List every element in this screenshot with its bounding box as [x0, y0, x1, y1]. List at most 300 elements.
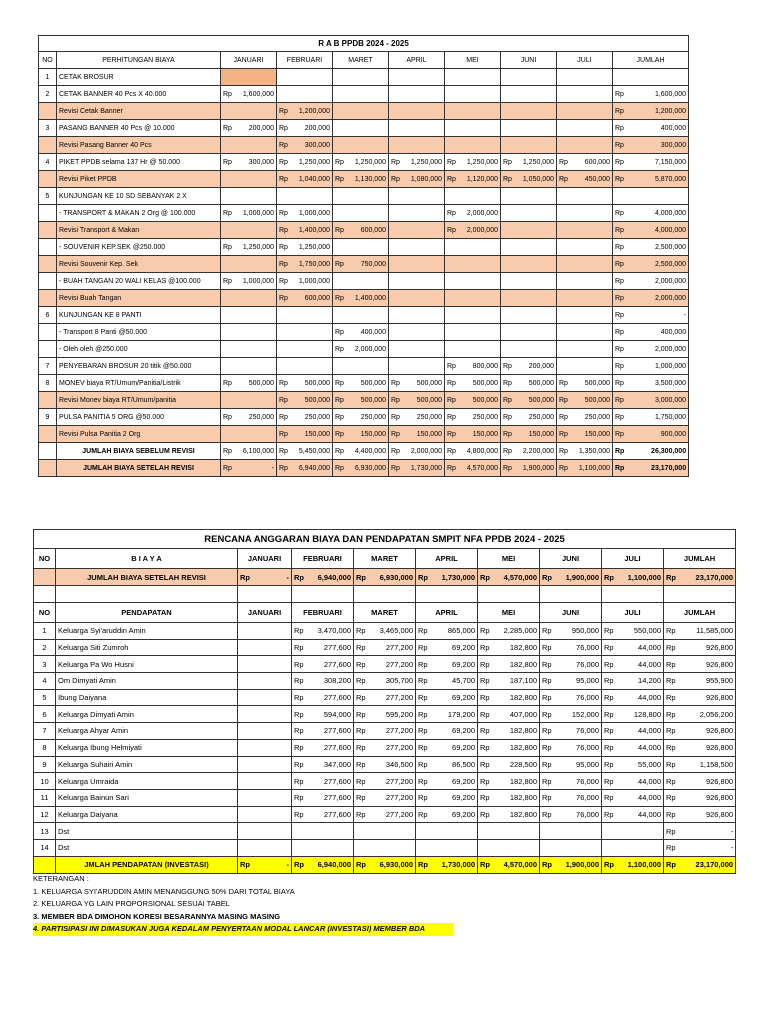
rapb-income-header-row	[34, 603, 736, 623]
rapb-title: RENCANA ANGGARAN BIAYA DAN PENDAPATAN SMPIT NFA PPDB 2024 - 2025	[34, 530, 736, 549]
notes-section	[33, 873, 453, 936]
amount-cell	[238, 723, 292, 740]
rab-row	[39, 409, 689, 426]
amount-cell	[540, 706, 602, 723]
row-label: Revisi Pasang Banner 40 Pcs	[57, 137, 221, 154]
amount-cell	[664, 673, 736, 690]
amount-value: 600,000	[304, 294, 330, 302]
row-number: 4	[39, 154, 57, 171]
amount-value: 4,400,000	[354, 447, 386, 455]
currency-label: Rp	[604, 693, 614, 703]
currency-label: Rp	[356, 726, 366, 736]
column-header: MARET	[354, 603, 416, 623]
amount-cell	[277, 188, 333, 205]
amount-cell	[501, 443, 557, 460]
amount-cell	[478, 723, 540, 740]
amount-cell	[501, 239, 557, 256]
currency-label: Rp	[356, 643, 366, 653]
amount-value: 69,200	[452, 809, 475, 819]
income-row	[34, 739, 736, 756]
amount-cell	[238, 739, 292, 756]
amount-value: 44,000	[638, 693, 661, 703]
amount-cell	[613, 443, 689, 460]
amount-value: 2,285,000	[503, 626, 537, 636]
amount-value: 1,900,000	[565, 572, 599, 582]
currency-label: Rp	[542, 793, 552, 803]
currency-label: Rp	[391, 464, 400, 472]
currency-label: Rp	[480, 860, 490, 870]
amount-cell	[354, 623, 416, 640]
amount-cell	[292, 673, 354, 690]
amount-cell	[501, 375, 557, 392]
currency-label: Rp	[559, 430, 568, 438]
currency-label: Rp	[615, 141, 624, 149]
currency-label: Rp	[418, 676, 428, 686]
amount-value: 500,000	[416, 379, 442, 387]
amount-cell	[277, 103, 333, 120]
amount-cell	[221, 69, 277, 86]
amount-value: 1,000,000	[242, 277, 274, 285]
income-row	[34, 673, 736, 690]
amount-value: 250,000	[472, 413, 498, 421]
column-header: NO	[34, 603, 56, 623]
amount-value: 600,000	[360, 226, 386, 234]
currency-label: Rp	[335, 226, 344, 234]
amount-cell	[277, 307, 333, 324]
amount-cell	[557, 426, 613, 443]
amount-cell	[602, 789, 664, 806]
amount-cell	[540, 639, 602, 656]
rab-row	[39, 375, 689, 392]
amount-value: 277,600	[323, 726, 351, 736]
amount-cell	[445, 154, 501, 171]
amount-cell	[333, 188, 389, 205]
total-label: JMLAH PENDAPATAN (INVESTASI)	[56, 856, 238, 873]
row-number	[39, 324, 57, 341]
income-row	[34, 623, 736, 640]
currency-label: Rp	[542, 572, 552, 582]
amount-cell	[501, 409, 557, 426]
amount-value: 150,000	[416, 430, 442, 438]
amount-cell	[238, 756, 292, 773]
currency-label: Rp	[279, 430, 288, 438]
currency-label: Rp	[666, 759, 676, 769]
currency-label: Rp	[615, 243, 624, 251]
amount-value: 277,200	[385, 693, 413, 703]
column-header: JANUARI	[238, 603, 292, 623]
amount-cell	[540, 839, 602, 856]
currency-label: Rp	[480, 626, 490, 636]
currency-label: Rp	[666, 860, 676, 870]
amount-cell	[501, 154, 557, 171]
currency-label: Rp	[480, 643, 490, 653]
amount-cell	[292, 839, 354, 856]
amount-value: 6,940,000	[317, 572, 351, 582]
currency-label: Rp	[356, 776, 366, 786]
currency-label: Rp	[615, 124, 624, 132]
amount-cell	[277, 392, 333, 409]
column-header: MEI	[478, 603, 540, 623]
rab-title: R A B PPDB 2024 - 2025	[39, 36, 689, 52]
amount-value: 6,930,000	[354, 464, 386, 472]
amount-value: 45,700	[452, 676, 475, 686]
amount-cell	[613, 120, 689, 137]
amount-value: 150,000	[360, 430, 386, 438]
rab-title-row	[39, 36, 689, 52]
amount-cell	[277, 358, 333, 375]
row-label: PIKET PPDB selama 137 Hr @ 50.000	[57, 154, 221, 171]
amount-cell	[540, 656, 602, 673]
currency-label: Rp	[503, 430, 512, 438]
amount-value: 2,500,000	[654, 243, 687, 251]
row-number: 13	[34, 823, 56, 840]
amount-cell	[557, 239, 613, 256]
amount-cell	[389, 86, 445, 103]
amount-value: 26,300,000	[651, 447, 687, 455]
amount-value: 2,000,000	[654, 294, 687, 302]
note-item-4: 4. PARTISIPASI INI DIMASUKAN JUGA KEDALAM PENYERTAAN MODAL LANCAR (INVESTASI) MEMBER BDA	[33, 923, 453, 936]
currency-label: Rp	[666, 676, 676, 686]
amount-value: 500,000	[472, 396, 498, 404]
column-header: APRIL	[389, 52, 445, 69]
currency-label: Rp	[418, 809, 428, 819]
amount-value: 69,200	[452, 776, 475, 786]
currency-label: Rp	[542, 709, 552, 719]
amount-value: 76,000	[576, 776, 599, 786]
currency-label: Rp	[503, 175, 512, 183]
amount-cell	[664, 789, 736, 806]
currency-label: Rp	[480, 793, 490, 803]
amount-cell	[333, 409, 389, 426]
row-label: Keluarga Daiyana	[56, 806, 238, 823]
amount-cell	[333, 171, 389, 188]
amount-value: 277,200	[385, 643, 413, 653]
currency-label: Rp	[604, 809, 614, 819]
currency-label: Rp	[294, 676, 304, 686]
amount-cell	[238, 806, 292, 823]
amount-cell	[354, 639, 416, 656]
column-header: FEBRUARI	[292, 603, 354, 623]
amount-value: 1,158,500	[699, 759, 734, 769]
amount-cell	[540, 569, 602, 586]
column-header: JUNI	[501, 52, 557, 69]
amount-value: 1,900,000	[565, 860, 599, 870]
amount-cell	[221, 103, 277, 120]
amount-value: 300,000	[248, 158, 274, 166]
amount-cell	[613, 137, 689, 154]
amount-cell	[478, 756, 540, 773]
currency-label: Rp	[604, 676, 614, 686]
amount-cell	[445, 222, 501, 239]
currency-label: Rp	[615, 107, 624, 115]
currency-label: Rp	[559, 175, 568, 183]
amount-cell	[354, 773, 416, 790]
currency-label: Rp	[294, 693, 304, 703]
amount-cell	[557, 154, 613, 171]
amount-value: 182,800	[509, 793, 537, 803]
currency-label: Rp	[604, 776, 614, 786]
rab-row	[39, 426, 689, 443]
amount-cell	[277, 86, 333, 103]
currency-label: Rp	[279, 226, 288, 234]
column-header: JULI	[602, 549, 664, 569]
amount-cell	[389, 443, 445, 460]
amount-cell	[501, 205, 557, 222]
currency-label: Rp	[356, 793, 366, 803]
spacer-cell	[602, 586, 664, 603]
amount-value: 44,000	[638, 643, 661, 653]
rapb-cost-total-row	[34, 569, 736, 586]
amount-value: 1,730,000	[441, 572, 475, 582]
amount-value: 23,170,000	[651, 464, 687, 472]
amount-value: 1,250,000	[354, 158, 386, 166]
currency-label: Rp	[418, 659, 428, 669]
currency-label: Rp	[615, 328, 624, 336]
currency-label: Rp	[666, 643, 676, 653]
currency-label: Rp	[223, 158, 232, 166]
amount-value: 1,750,000	[654, 413, 687, 421]
amount-cell	[221, 205, 277, 222]
currency-label: Rp	[335, 158, 344, 166]
amount-value: 400,000	[660, 328, 687, 336]
amount-value: 926,800	[705, 659, 734, 669]
amount-cell	[221, 171, 277, 188]
currency-label: Rp	[666, 726, 676, 736]
income-row	[34, 689, 736, 706]
amount-value: 69,200	[452, 643, 475, 653]
amount-value: 277,600	[323, 776, 351, 786]
currency-label: Rp	[666, 659, 676, 669]
amount-cell	[613, 392, 689, 409]
amount-cell	[333, 460, 389, 477]
amount-cell	[664, 639, 736, 656]
row-number	[39, 290, 57, 307]
rab-total-before-row	[39, 443, 689, 460]
amount-value: 2,000,000	[654, 277, 687, 285]
amount-cell	[445, 307, 501, 324]
amount-cell	[478, 823, 540, 840]
row-number: 10	[34, 773, 56, 790]
currency-label: Rp	[615, 362, 624, 370]
currency-label: Rp	[356, 809, 366, 819]
amount-cell	[557, 205, 613, 222]
currency-label: Rp	[480, 759, 490, 769]
currency-label: Rp	[666, 793, 676, 803]
row-number	[39, 103, 57, 120]
amount-cell	[354, 689, 416, 706]
amount-cell	[416, 639, 478, 656]
amount-cell	[445, 256, 501, 273]
amount-cell	[664, 739, 736, 756]
amount-cell	[478, 789, 540, 806]
row-label: CETAK BANNER 40 Pcs X 40.000	[57, 86, 221, 103]
row-label: PULSA PANITIA 5 ORG @50.000	[57, 409, 221, 426]
column-header: JUMLAH	[664, 603, 736, 623]
amount-cell	[354, 823, 416, 840]
amount-value: 250,000	[528, 413, 554, 421]
currency-label: Rp	[615, 260, 624, 268]
row-label: - SOUVENIR KEP.SEK @250.000	[57, 239, 221, 256]
amount-cell	[602, 756, 664, 773]
amount-cell	[238, 569, 292, 586]
amount-value: 69,200	[452, 693, 475, 703]
amount-value: 300,000	[304, 141, 330, 149]
rab-row	[39, 222, 689, 239]
amount-value: 450,000	[584, 175, 610, 183]
amount-cell	[557, 188, 613, 205]
amount-cell	[416, 806, 478, 823]
amount-value: -	[286, 572, 289, 582]
amount-value: 308,200	[323, 676, 351, 686]
amount-cell	[333, 137, 389, 154]
amount-value: 1,000,000	[298, 209, 330, 217]
currency-label: Rp	[356, 676, 366, 686]
amount-cell	[292, 856, 354, 873]
currency-label: Rp	[279, 447, 288, 455]
amount-cell	[613, 409, 689, 426]
amount-cell	[416, 789, 478, 806]
currency-label: Rp	[480, 676, 490, 686]
income-row	[34, 756, 736, 773]
amount-cell	[221, 273, 277, 290]
amount-value: 277,600	[323, 643, 351, 653]
amount-value: 2,500,000	[654, 260, 687, 268]
amount-cell	[613, 358, 689, 375]
amount-value: 182,800	[509, 726, 537, 736]
amount-value: 500,000	[528, 379, 554, 387]
amount-cell	[557, 358, 613, 375]
amount-cell	[221, 239, 277, 256]
amount-value: 277,200	[385, 793, 413, 803]
amount-value: 69,200	[452, 726, 475, 736]
amount-cell	[501, 188, 557, 205]
amount-cell	[501, 120, 557, 137]
amount-value: 1,130,000	[354, 175, 386, 183]
currency-label: Rp	[615, 345, 624, 353]
column-header: APRIL	[416, 549, 478, 569]
amount-value: 500,000	[360, 379, 386, 387]
row-label: - TRANSPORT & MAKAN 2 Org @ 100.000	[57, 205, 221, 222]
row-label: Keluarga Ibung Helmiyati	[56, 739, 238, 756]
amount-value: 1,040,000	[298, 175, 330, 183]
rab-header-row	[39, 52, 689, 69]
amount-value: 23,170,000	[695, 572, 734, 582]
amount-cell	[389, 273, 445, 290]
amount-value: 6,930,000	[379, 572, 413, 582]
currency-label: Rp	[335, 345, 344, 353]
amount-cell	[277, 222, 333, 239]
amount-cell	[389, 69, 445, 86]
notes-heading: KETERANGAN :	[33, 874, 89, 883]
amount-cell	[557, 307, 613, 324]
currency-label: Rp	[418, 572, 428, 582]
amount-value: 400,000	[660, 124, 687, 132]
currency-label: Rp	[391, 430, 400, 438]
currency-label: Rp	[615, 396, 624, 404]
amount-cell	[557, 290, 613, 307]
amount-cell	[501, 307, 557, 324]
amount-cell	[354, 723, 416, 740]
rab-row	[39, 205, 689, 222]
amount-cell	[602, 706, 664, 723]
row-number	[39, 460, 57, 477]
amount-cell	[389, 307, 445, 324]
column-header: JUMLAH	[664, 549, 736, 569]
total-label: JUMLAH BIAYA SEBELUM REVISI	[57, 443, 221, 460]
amount-cell	[354, 706, 416, 723]
amount-cell	[613, 239, 689, 256]
currency-label: Rp	[503, 379, 512, 387]
amount-cell	[416, 706, 478, 723]
row-label: Keluarga Pa Wo Husni	[56, 656, 238, 673]
rab-row	[39, 273, 689, 290]
currency-label: Rp	[223, 447, 232, 455]
amount-cell	[557, 171, 613, 188]
amount-cell	[292, 723, 354, 740]
currency-label: Rp	[447, 226, 456, 234]
currency-label: Rp	[503, 464, 512, 472]
amount-value: 76,000	[576, 793, 599, 803]
amount-cell	[557, 69, 613, 86]
currency-label: Rp	[391, 175, 400, 183]
amount-value: 1,200,000	[298, 107, 330, 115]
spacer-cell	[664, 586, 736, 603]
amount-cell	[557, 324, 613, 341]
spacer-cell	[416, 586, 478, 603]
row-label: KUNJUNGAN KE 10 SD SEBANYAK 2 X	[57, 188, 221, 205]
currency-label: Rp	[418, 743, 428, 753]
amount-cell	[557, 409, 613, 426]
amount-value: 1,100,000	[627, 860, 661, 870]
currency-label: Rp	[335, 447, 344, 455]
amount-value: 44,000	[638, 726, 661, 736]
row-label: Ibung Daiyana	[56, 689, 238, 706]
spacer-cell	[238, 586, 292, 603]
amount-cell	[354, 673, 416, 690]
rapb-cost-header-row	[34, 549, 736, 569]
currency-label: Rp	[418, 709, 428, 719]
amount-cell	[221, 392, 277, 409]
amount-value: 3,500,000	[654, 379, 687, 387]
currency-label: Rp	[279, 141, 288, 149]
amount-cell	[221, 222, 277, 239]
currency-label: Rp	[604, 709, 614, 719]
currency-label: Rp	[503, 362, 512, 370]
currency-label: Rp	[666, 843, 676, 853]
amount-value: 305,700	[385, 676, 413, 686]
amount-cell	[416, 673, 478, 690]
currency-label: Rp	[356, 860, 366, 870]
amount-cell	[501, 103, 557, 120]
amount-value: 926,800	[705, 743, 734, 753]
amount-cell	[501, 256, 557, 273]
amount-cell	[333, 426, 389, 443]
amount-value: 500,000	[528, 396, 554, 404]
currency-label: Rp	[418, 793, 428, 803]
amount-cell	[445, 171, 501, 188]
amount-value: 1,100,000	[578, 464, 610, 472]
rab-row	[39, 324, 689, 341]
amount-cell	[557, 86, 613, 103]
amount-cell	[613, 307, 689, 324]
amount-value: 1,730,000	[441, 860, 475, 870]
column-header: B I A Y A	[56, 549, 238, 569]
amount-value: 277,600	[323, 743, 351, 753]
amount-value: 250,000	[360, 413, 386, 421]
currency-label: Rp	[391, 379, 400, 387]
amount-value: 1,250,000	[466, 158, 498, 166]
amount-cell	[416, 839, 478, 856]
